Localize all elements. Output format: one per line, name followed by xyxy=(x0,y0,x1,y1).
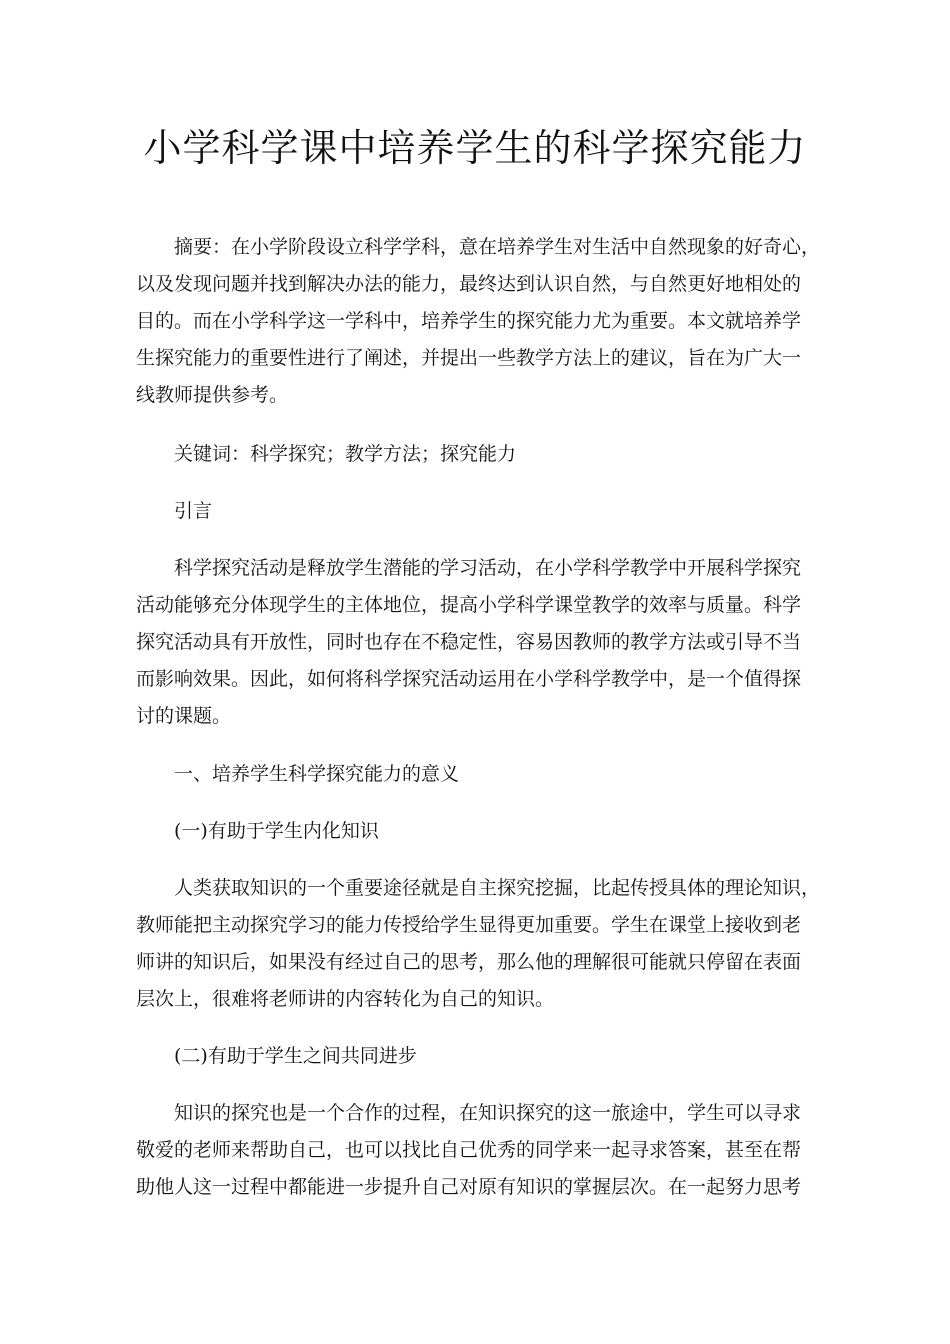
section1-heading: 一、培养学生科学探究能力的意义 xyxy=(174,763,460,785)
intro-line: 活动能够充分体现学生的主体地位，提高小学科学课堂教学的效率与质量。科学 xyxy=(136,594,802,616)
intro-paragraph xyxy=(136,550,816,735)
keywords-line: 关键词：科学探究；教学方法；探究能力 xyxy=(174,443,517,465)
subsection2-heading: (二)有助于学生之间共同进步 xyxy=(174,1045,417,1067)
document-title: 小学科学课中培养学生的科学探究能力 xyxy=(143,126,807,170)
subsection1-paragraph xyxy=(136,870,821,1018)
abstract-line: 摘要：在小学阶段设立科学学科，意在培养学生对生活中自然现象的好奇心， xyxy=(174,236,821,258)
subsection1-line: 人类获取知识的一个重要途径就是自主探究挖掘，比起传授具体的理论知识， xyxy=(174,877,821,899)
abstract-paragraph xyxy=(136,229,821,414)
abstract-line: 以及发现问题并找到解决办法的能力，最终达到认识自然，与自然更好地相处的 xyxy=(136,273,802,295)
subsection2-line: 知识的探究也是一个合作的过程，在知识探究的这一旅途中，学生可以寻求 xyxy=(174,1102,802,1124)
intro-heading: 引言 xyxy=(174,500,213,522)
abstract-line: 目的。而在小学科学这一学科中，培养学生的探究能力尤为重要。本文就培养学 xyxy=(136,310,802,332)
subsection1-line: 师讲的知识后，如果没有经过自己的思考，那么他的理解很可能就只停留在表面 xyxy=(136,951,802,973)
subsection2-line: 敬爱的老师来帮助自己，也可以找比自己优秀的同学来一起寻求答案，甚至在帮 xyxy=(136,1139,802,1161)
subsection2-paragraph xyxy=(136,1095,816,1206)
subsection1-heading: (一)有助于学生内化知识 xyxy=(174,820,379,842)
subsection1-line: 层次上，很难将老师讲的内容转化为自己的知识。 xyxy=(136,988,555,1010)
subsection1-line: 教师能把主动探究学习的能力传授给学生显得更加重要。学生在课堂上接收到老 xyxy=(136,914,802,936)
intro-line: 讨的课题。 xyxy=(136,705,232,727)
intro-line: 科学探究活动是释放学生潜能的学习活动，在小学科学教学中开展科学探究 xyxy=(174,557,802,579)
intro-line: 探究活动具有开放性，同时也存在不稳定性，容易因教师的教学方法或引导不当 xyxy=(136,631,802,653)
subsection2-line: 助他人这一过程中都能进一步提升自己对原有知识的掌握层次。在一起努力思考 xyxy=(136,1176,802,1198)
abstract-line: 生探究能力的重要性进行了阐述，并提出一些教学方法上的建议，旨在为广大一 xyxy=(136,347,802,369)
abstract-line: 线教师提供参考。 xyxy=(136,384,289,406)
intro-line: 而影响效果。因此，如何将科学探究活动运用在小学科学教学中，是一个值得探 xyxy=(136,668,802,690)
